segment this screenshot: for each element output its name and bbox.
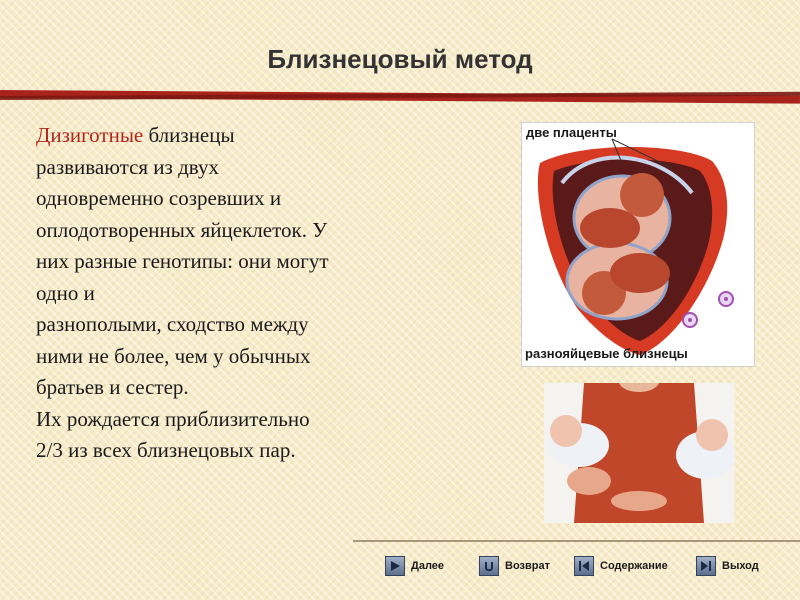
nav-next-label[interactable]: Далее [411, 560, 445, 572]
twins-photo-drawing [544, 383, 734, 523]
caption-two-placentas: две плаценты [526, 125, 617, 140]
body-line-6: разнополыми, сходство между [36, 312, 309, 336]
baby-left-head [550, 415, 582, 447]
womb-drawing [522, 123, 754, 366]
nav-contents[interactable] [574, 556, 668, 576]
baby-right-head [696, 419, 728, 451]
body-line-10: 2/3 из всех близнецовых пар. [36, 438, 296, 462]
body-line-7: ними не более, чем у обычных [36, 343, 311, 368]
skip-back-icon[interactable] [574, 556, 594, 576]
caption-fraternal-twins: разнояйцевые близнецы [525, 346, 688, 361]
fetus-1-head [620, 173, 664, 217]
parent-left-hand [567, 467, 611, 495]
twins-photo [544, 383, 734, 523]
nav-back[interactable] [479, 556, 550, 576]
body-line-3: оплодотворенных яйцеклеток. У [36, 217, 328, 242]
nav-contents-label[interactable]: Содержание [600, 560, 668, 572]
body-line-9: Их рождается приблизительно [36, 406, 310, 431]
egg-cell-2-nucleus [688, 318, 692, 322]
body-text [36, 120, 426, 467]
nav-next[interactable] [385, 556, 444, 576]
body-line-2: одновременно созревших и [36, 186, 282, 210]
nav-exit-label[interactable]: Выход [722, 560, 759, 572]
body-accent-word: Дизиготные [36, 123, 144, 147]
return-icon[interactable] [479, 556, 499, 576]
twins-womb-illustration [521, 122, 755, 367]
body-line-4: них разные генотипы: они могут [36, 249, 329, 273]
footer-divider [353, 540, 800, 542]
fetus-2-body [610, 253, 670, 293]
slide-title: Близнецовый метод [267, 44, 533, 74]
parent-hands [611, 491, 667, 511]
body-line-8: братьев и сестер. [36, 375, 189, 399]
skip-forward-icon[interactable] [696, 556, 716, 576]
play-icon[interactable] [385, 556, 405, 576]
nav-exit[interactable] [696, 556, 759, 576]
fetus-1-body [580, 208, 640, 248]
body-line-1: развиваются из двух [36, 154, 219, 179]
body-line-5: одно и [36, 280, 95, 305]
body-line-0: близнецы [143, 123, 235, 147]
nav-back-label[interactable]: Возврат [505, 560, 550, 572]
egg-cell-1-nucleus [724, 297, 728, 301]
